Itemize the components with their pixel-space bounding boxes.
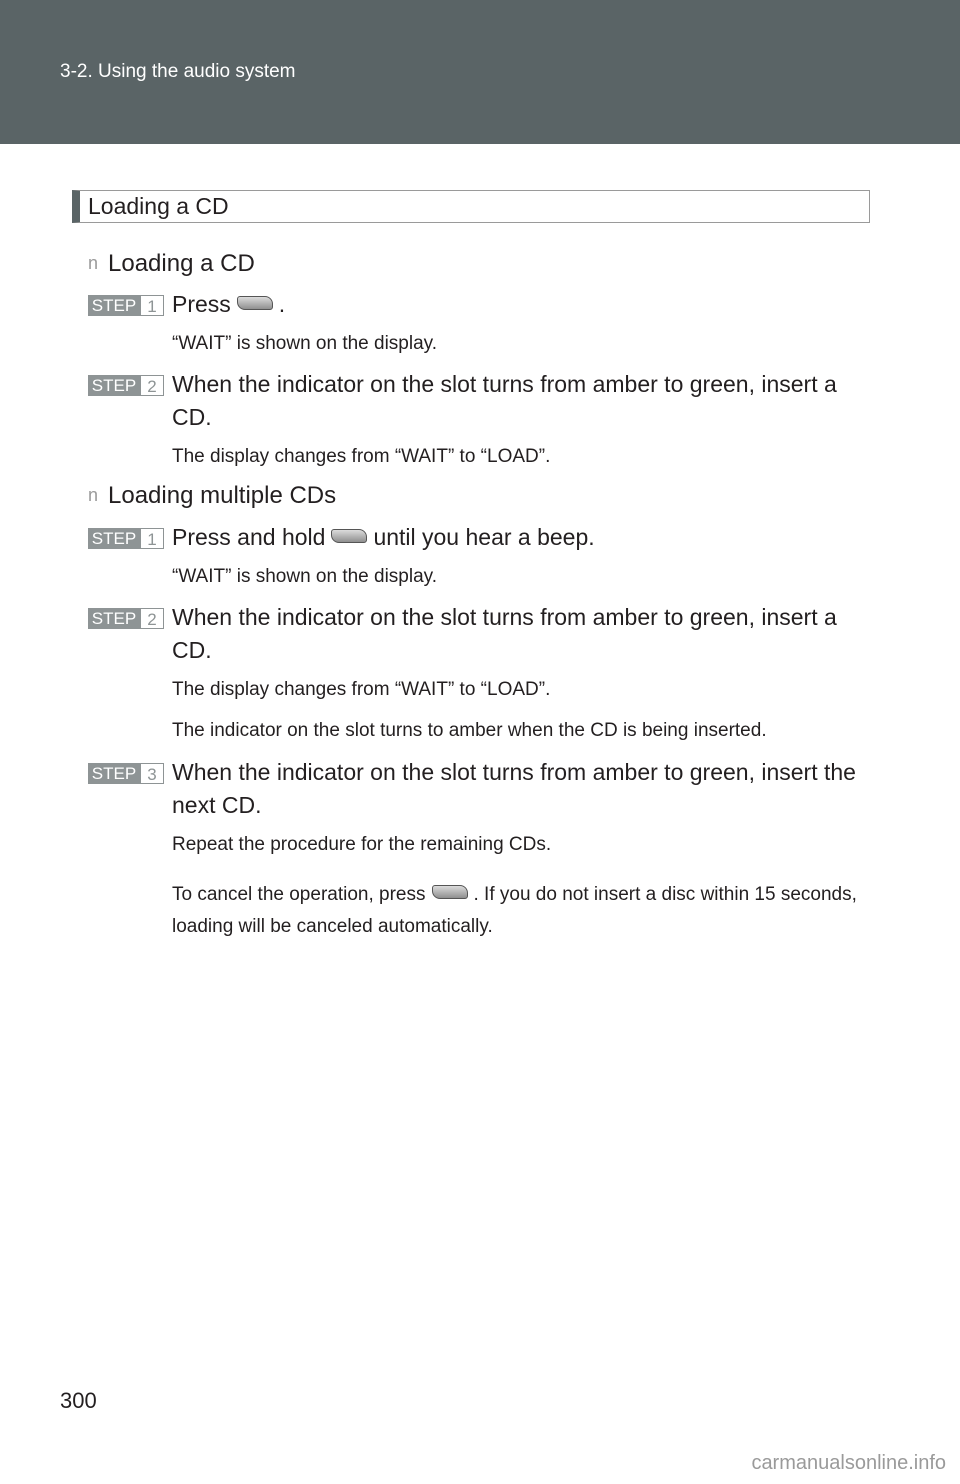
step-note [172, 879, 868, 943]
step-label: STEP [88, 528, 140, 549]
step-badge [88, 528, 164, 549]
bullet-marker: n [88, 485, 99, 505]
step-note: The display changes from “WAIT” to “LOAD”. [172, 679, 551, 700]
load-button-icon [331, 529, 367, 543]
subsection-heading-single [88, 250, 255, 278]
step-number: 3 [140, 763, 164, 784]
step-note: The display changes from “WAIT” to “LOAD”. [172, 446, 551, 467]
note-text-before: To cancel the operation, press [172, 884, 426, 905]
note-text-after: . If you do not insert a disc within 15 seconds, loading will be canceled automatically. [172, 884, 857, 937]
section-title: Loading a CD [88, 193, 229, 219]
subsection-title: Loading a CD [108, 250, 255, 277]
watermark[interactable]: carmanualsonline.info [751, 1452, 946, 1474]
step-badge [88, 608, 164, 629]
step-text-before: Press [172, 291, 231, 317]
page-number: 300 [60, 1388, 97, 1413]
step-label: STEP [88, 763, 140, 784]
step-label: STEP [88, 375, 140, 396]
step-text: When the indicator on the slot turns from amber to green, insert a CD. [172, 604, 837, 663]
step-label: STEP [88, 295, 140, 316]
step-text: When the indicator on the slot turns from amber to green, insert the next CD. [172, 759, 856, 818]
step-note: “WAIT” is shown on the display. [172, 566, 438, 587]
subsection-title: Loading multiple CDs [108, 482, 337, 509]
step-label: STEP [88, 608, 140, 629]
load-button-icon [237, 296, 273, 310]
step-badge [88, 295, 164, 316]
step-number: 1 [140, 528, 164, 549]
step-number: 2 [140, 375, 164, 396]
step-text [172, 288, 868, 321]
load-button-icon [432, 885, 468, 899]
step-note: The indicator on the slot turns to amber when the CD is being inserted. [172, 720, 767, 741]
bullet-marker: n [88, 253, 99, 273]
step-number: 1 [140, 295, 164, 316]
step-text-before: Press and hold [172, 524, 326, 550]
step-badge [88, 763, 164, 784]
step-badge [88, 375, 164, 396]
page-header [0, 0, 960, 144]
step-text-after: . [278, 291, 286, 317]
step-note: Repeat the procedure for the remaining CDs. [172, 834, 552, 855]
step-number: 2 [140, 608, 164, 629]
section-title-bar [72, 190, 870, 223]
header-title: 3-2. Using the audio system [60, 61, 296, 82]
step-note: “WAIT” is shown on the display. [172, 333, 438, 354]
step-text [172, 521, 868, 554]
subsection-heading-multiple [88, 482, 336, 510]
step-text: When the indicator on the slot turns from amber to green, insert a CD. [172, 371, 837, 430]
step-text-after: until you hear a beep. [373, 524, 595, 550]
